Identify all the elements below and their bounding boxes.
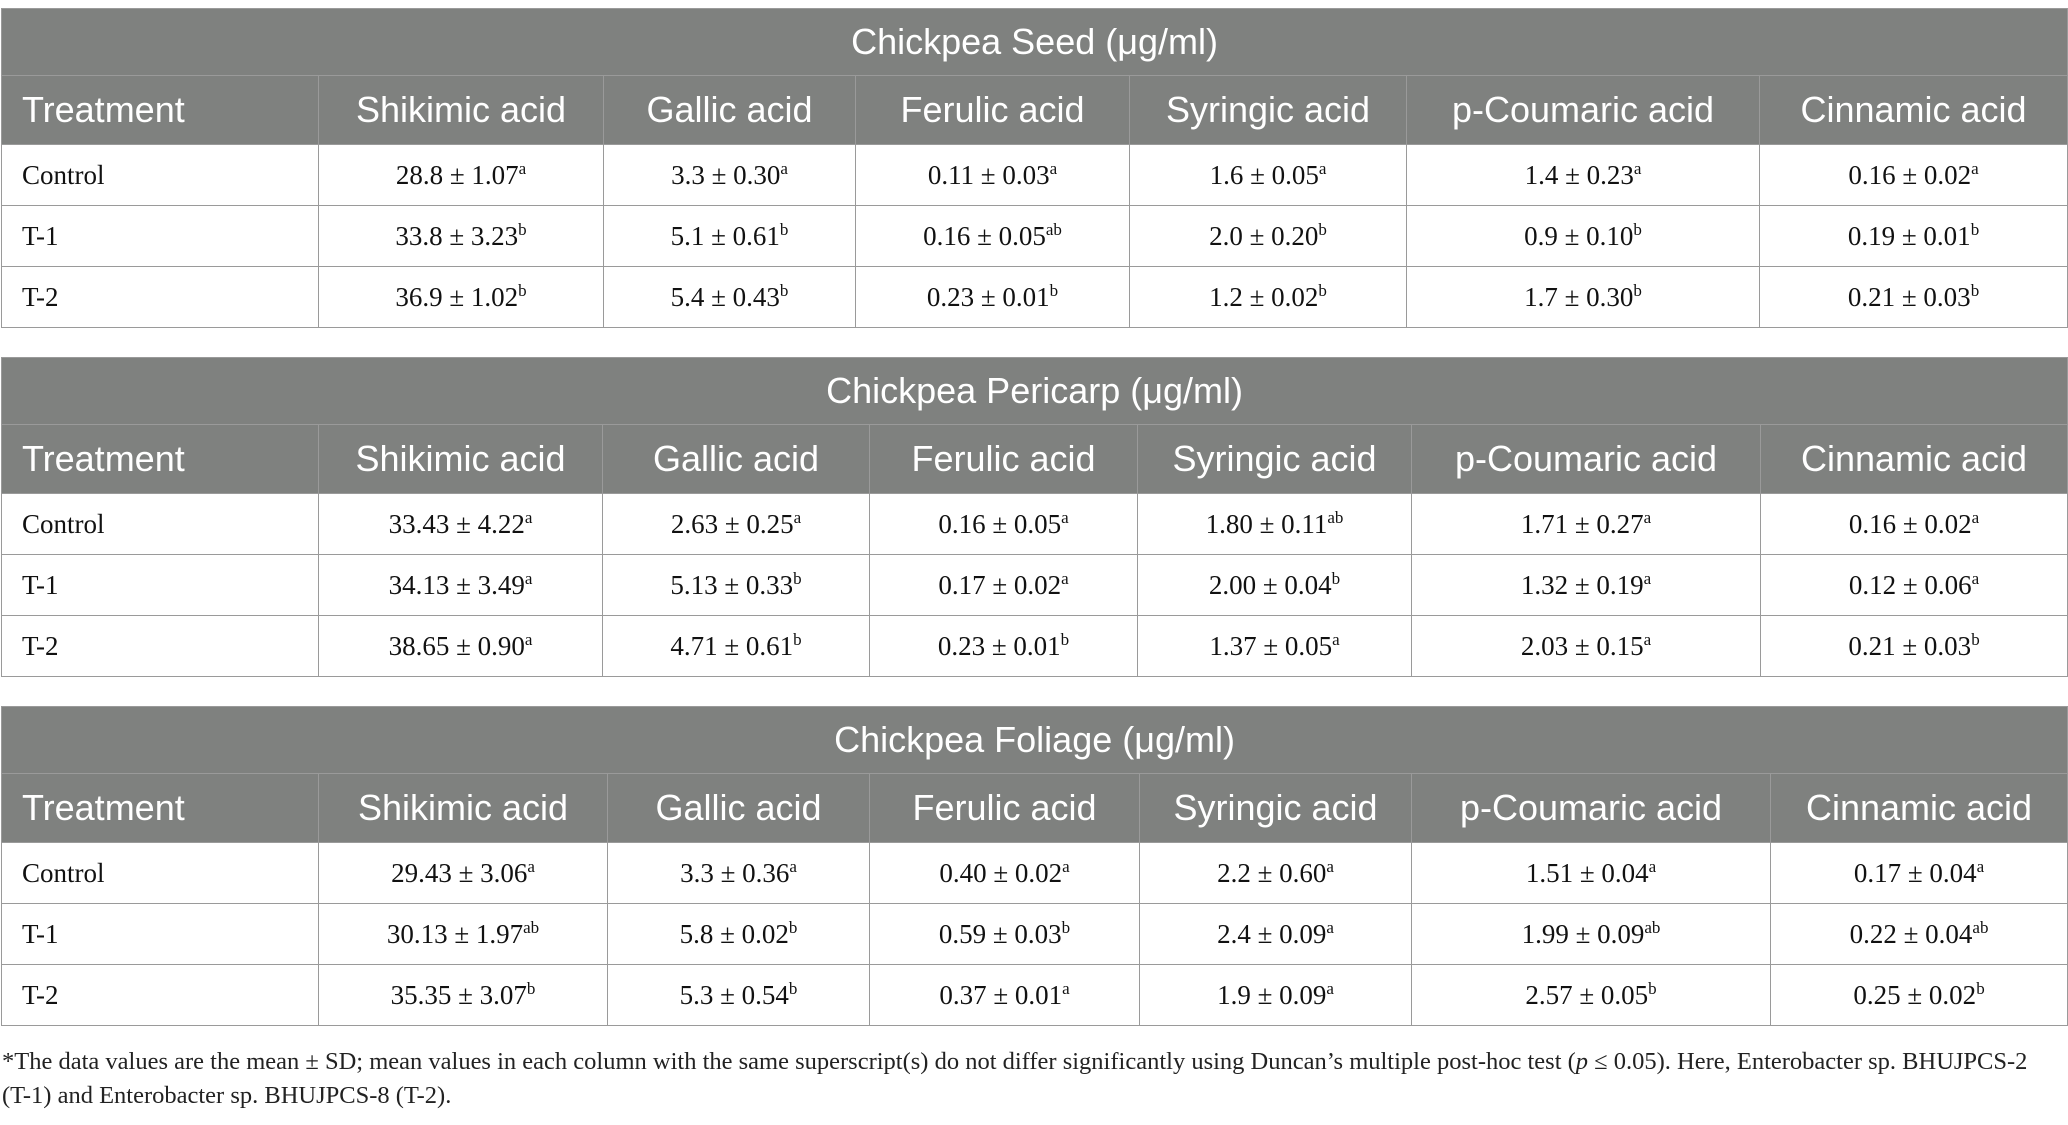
column-header-shikimic-acid: Shikimic acid (319, 425, 603, 494)
cell-cinnamic-acid (1771, 965, 2068, 1026)
cell-value: 0.21 ± 0.03 (1848, 630, 1972, 661)
cell-ferulic-acid (870, 616, 1138, 677)
cell-value: 0.37 ± 0.01 (939, 979, 1063, 1010)
cell-superscript: a (1061, 568, 1069, 588)
cell-value: 1.37 ± 0.05 (1209, 630, 1333, 661)
cell-superscript: b (1648, 978, 1657, 998)
table-row (2, 555, 2068, 616)
cell-shikimic-acid (319, 965, 608, 1026)
cell-superscript: a (1971, 507, 1980, 527)
cell-superscript: ab (1045, 219, 1062, 239)
cell-cinnamic-acid (1761, 616, 2068, 677)
cell-syringic-acid (1138, 555, 1412, 616)
cell-superscript: b (518, 219, 527, 239)
cell-superscript: b (526, 978, 536, 998)
column-header-row (2, 774, 2068, 843)
treatment-cell: T-2 (2, 616, 319, 677)
cell-superscript: b (518, 280, 527, 300)
cell-value: 34.13 ± 3.49 (388, 569, 525, 600)
cell-ferulic-acid (870, 555, 1138, 616)
page (0, 8, 2068, 1055)
column-header-syringic-acid: Syringic acid (1130, 76, 1407, 145)
treatment-cell: Control (2, 843, 319, 904)
cell-shikimic-acid (319, 145, 604, 206)
cell-value: 28.8 ± 1.07 (395, 159, 519, 190)
cell-syringic-acid (1138, 616, 1412, 677)
cell-value: 29.43 ± 3.06 (391, 857, 528, 888)
cell-value: 5.8 ± 0.02 (679, 918, 789, 949)
cell-p-coumaric-acid (1412, 555, 1761, 616)
cell-superscript: b (1633, 280, 1642, 300)
cell-p-coumaric-acid (1407, 267, 1760, 328)
cell-gallic-acid (604, 267, 856, 328)
cell-value: 5.3 ± 0.54 (679, 979, 789, 1010)
cell-superscript: ab (523, 917, 540, 937)
cell-value: 0.16 ± 0.05 (938, 508, 1062, 539)
table-row (2, 145, 2068, 206)
cell-syringic-acid (1140, 965, 1412, 1026)
cell-superscript: ab (1972, 917, 1989, 937)
cell-superscript: a (527, 856, 535, 876)
cell-value: 30.13 ± 1.97 (386, 918, 524, 949)
cell-value: 4.71 ± 0.61 (670, 630, 794, 661)
cell-superscript: a (780, 158, 788, 178)
cell-p-coumaric-acid (1407, 145, 1760, 206)
cell-superscript: a (1971, 568, 1980, 588)
cell-value: 2.00 ± 0.04 (1208, 569, 1332, 600)
column-header-treatment: Treatment (2, 76, 319, 145)
cell-ferulic-acid (870, 965, 1140, 1026)
cell-cinnamic-acid (1760, 206, 2068, 267)
cell-value: 33.8 ± 3.23 (395, 220, 519, 251)
cell-shikimic-acid (319, 494, 603, 555)
cell-value: 0.17 ± 0.04 (1853, 857, 1977, 888)
cell-value: 1.7 ± 0.30 (1524, 281, 1634, 312)
cell-value: 2.63 ± 0.25 (670, 508, 794, 539)
cell-gallic-acid (608, 904, 870, 965)
cell-value: 1.99 ± 0.09 (1521, 918, 1645, 949)
cell-syringic-acid (1130, 267, 1407, 328)
table-title: Chickpea Pericarp (μg/ml) (2, 358, 2068, 425)
table-title: Chickpea Seed (μg/ml) (2, 9, 2068, 76)
cell-superscript: a (524, 507, 533, 527)
table-title: Chickpea Foliage (μg/ml) (2, 707, 2068, 774)
cell-value: 5.13 ± 0.33 (670, 569, 794, 600)
cell-value: 1.32 ± 0.19 (1520, 569, 1644, 600)
cell-superscript: a (1326, 978, 1334, 998)
cell-cinnamic-acid (1761, 494, 2068, 555)
cell-superscript: a (1062, 978, 1070, 998)
cell-superscript: a (524, 629, 533, 649)
cell-superscript: a (524, 568, 533, 588)
cell-superscript: b (1331, 568, 1341, 588)
cell-value: 0.11 ± 0.03 (927, 159, 1050, 190)
cell-value: 3.3 ± 0.36 (680, 857, 790, 888)
cell-ferulic-acid (870, 843, 1140, 904)
cell-superscript: ab (1327, 507, 1344, 527)
cell-value: 1.2 ± 0.02 (1209, 281, 1319, 312)
column-header-treatment: Treatment (2, 774, 319, 843)
cell-cinnamic-acid (1771, 843, 2068, 904)
table-row (2, 904, 2068, 965)
table-chickpea-pericarp (1, 357, 2068, 677)
cell-value: 0.40 ± 0.02 (939, 857, 1063, 888)
cell-superscript: a (1062, 856, 1070, 876)
cell-superscript: a (1061, 507, 1069, 527)
tables-container (0, 8, 2068, 1026)
cell-cinnamic-acid (1761, 555, 2068, 616)
cell-value: 0.9 ± 0.10 (1524, 220, 1634, 251)
cell-value: 2.03 ± 0.15 (1520, 630, 1644, 661)
cell-gallic-acid (603, 555, 870, 616)
cell-p-coumaric-acid (1412, 904, 1771, 965)
cell-shikimic-acid (319, 904, 608, 965)
column-header-cinnamic-acid: Cinnamic acid (1760, 76, 2068, 145)
footnote-text-part2: ≤ 0.05). Here, Enterobacter sp. BHUJPCS-2 (T-1) and Enterobacter sp. BHUJPCS-8 (T-2). (2, 1048, 2028, 1109)
footnote-text-part1: *The data values are the mean ± SD; mean values in each column with the same superscript(s) do not differ significantly using Duncan’s multiple post-hoc test ( (2, 1048, 1576, 1075)
cell-superscript: b (1318, 280, 1327, 300)
cell-value: 0.16 ± 0.05 (923, 220, 1046, 251)
cell-superscript: b (1976, 978, 1985, 998)
treatment-cell: T-2 (2, 965, 319, 1026)
cell-shikimic-acid (319, 206, 604, 267)
cell-value: 0.23 ± 0.01 (926, 281, 1050, 312)
treatment-cell: T-1 (2, 206, 319, 267)
footnote (2, 1045, 2062, 1113)
cell-shikimic-acid (319, 843, 608, 904)
cell-value: 1.9 ± 0.09 (1217, 979, 1327, 1010)
cell-value: 38.65 ± 0.90 (388, 630, 525, 661)
column-header-gallic-acid: Gallic acid (603, 425, 870, 494)
cell-value: 1.80 ± 0.11 (1205, 508, 1328, 539)
treatment-cell: Control (2, 145, 319, 206)
cell-value: 0.16 ± 0.02 (1848, 508, 1972, 539)
table-chickpea-seed (1, 8, 2068, 328)
table-row (2, 267, 2068, 328)
table-row (2, 494, 2068, 555)
cell-value: 1.4 ± 0.23 (1524, 159, 1634, 190)
table-chickpea-foliage (1, 706, 2068, 1026)
cell-syringic-acid (1140, 904, 1412, 965)
column-header-ferulic-acid: Ferulic acid (870, 774, 1140, 843)
column-header-syringic-acid: Syringic acid (1140, 774, 1412, 843)
cell-gallic-acid (603, 494, 870, 555)
cell-shikimic-acid (319, 267, 604, 328)
cell-value: 0.23 ± 0.01 (937, 630, 1061, 661)
cell-superscript: b (1318, 219, 1327, 239)
cell-superscript: b (1061, 917, 1071, 937)
cell-p-coumaric-acid (1407, 206, 1760, 267)
cell-superscript: a (1049, 158, 1058, 178)
treatment-cell: T-1 (2, 904, 319, 965)
cell-value: 36.9 ± 1.02 (395, 281, 519, 312)
cell-p-coumaric-acid (1412, 843, 1771, 904)
cell-superscript: b (1970, 280, 1980, 300)
cell-value: 1.51 ± 0.04 (1525, 857, 1649, 888)
column-header-shikimic-acid: Shikimic acid (319, 76, 604, 145)
cell-superscript: a (793, 507, 802, 527)
treatment-cell: T-2 (2, 267, 319, 328)
cell-superscript: b (788, 917, 798, 937)
cell-syringic-acid (1140, 843, 1412, 904)
column-header-cinnamic-acid: Cinnamic acid (1761, 425, 2068, 494)
cell-superscript: a (1326, 917, 1334, 937)
cell-superscript: b (788, 978, 798, 998)
table-row (2, 843, 2068, 904)
cell-superscript: a (1326, 856, 1334, 876)
cell-gallic-acid (604, 145, 856, 206)
table-row (2, 206, 2068, 267)
cell-value: 0.22 ± 0.04 (1849, 918, 1973, 949)
cell-value: 5.1 ± 0.61 (670, 220, 780, 251)
cell-ferulic-acid (856, 145, 1130, 206)
column-header-syringic-acid: Syringic acid (1138, 425, 1412, 494)
cell-syringic-acid (1130, 145, 1407, 206)
cell-superscript: a (1976, 856, 1985, 876)
column-header-shikimic-acid: Shikimic acid (319, 774, 608, 843)
cell-gallic-acid (608, 843, 870, 904)
treatment-cell: T-1 (2, 555, 319, 616)
cell-value: 0.25 ± 0.02 (1853, 979, 1977, 1010)
cell-superscript: a (1643, 629, 1652, 649)
cell-value: 1.71 ± 0.27 (1520, 508, 1644, 539)
cell-value: 35.35 ± 3.07 (390, 979, 527, 1010)
cell-superscript: a (518, 158, 527, 178)
cell-value: 2.2 ± 0.60 (1217, 857, 1327, 888)
cell-superscript: a (789, 856, 797, 876)
column-header-ferulic-acid: Ferulic acid (856, 76, 1130, 145)
column-header-treatment: Treatment (2, 425, 319, 494)
column-header-gallic-acid: Gallic acid (604, 76, 856, 145)
cell-gallic-acid (604, 206, 856, 267)
cell-superscript: a (1971, 158, 1979, 178)
cell-p-coumaric-acid (1412, 965, 1771, 1026)
column-header-row (2, 425, 2068, 494)
cell-value: 0.12 ± 0.06 (1848, 569, 1972, 600)
cell-value: 2.4 ± 0.09 (1217, 918, 1327, 949)
cell-superscript: a (1633, 158, 1642, 178)
cell-superscript: a (1332, 629, 1340, 649)
cell-superscript: b (1049, 280, 1059, 300)
cell-shikimic-acid (319, 616, 603, 677)
cell-superscript: b (1970, 219, 1980, 239)
cell-value: 0.16 ± 0.02 (1848, 159, 1972, 190)
cell-ferulic-acid (870, 494, 1138, 555)
cell-superscript: a (1643, 568, 1652, 588)
cell-cinnamic-acid (1760, 267, 2068, 328)
cell-p-coumaric-acid (1412, 494, 1761, 555)
cell-superscript: b (1060, 629, 1070, 649)
cell-value: 2.0 ± 0.20 (1209, 220, 1319, 251)
cell-gallic-acid (608, 965, 870, 1026)
treatment-cell: Control (2, 494, 319, 555)
table-row (2, 616, 2068, 677)
footnote-p-symbol: p (1575, 1048, 1589, 1075)
column-header-p-coumaric-acid: p-Coumaric acid (1407, 76, 1760, 145)
cell-superscript: a (1643, 507, 1652, 527)
cell-p-coumaric-acid (1412, 616, 1761, 677)
cell-superscript: b (779, 280, 789, 300)
cell-superscript: ab (1644, 917, 1661, 937)
column-header-p-coumaric-acid: p-Coumaric acid (1412, 425, 1761, 494)
cell-superscript: b (793, 629, 802, 649)
column-header-p-coumaric-acid: p-Coumaric acid (1412, 774, 1771, 843)
cell-superscript: a (1318, 158, 1327, 178)
cell-value: 0.21 ± 0.03 (1847, 281, 1971, 312)
cell-syringic-acid (1130, 206, 1407, 267)
cell-superscript: a (1648, 856, 1657, 876)
cell-syringic-acid (1138, 494, 1412, 555)
column-header-ferulic-acid: Ferulic acid (870, 425, 1138, 494)
cell-value: 5.4 ± 0.43 (670, 281, 780, 312)
cell-ferulic-acid (856, 206, 1130, 267)
cell-value: 1.6 ± 0.05 (1209, 159, 1319, 190)
cell-cinnamic-acid (1760, 145, 2068, 206)
cell-value: 0.19 ± 0.01 (1847, 220, 1971, 251)
column-header-row (2, 76, 2068, 145)
cell-value: 0.17 ± 0.02 (938, 569, 1062, 600)
cell-superscript: b (793, 568, 802, 588)
cell-value: 33.43 ± 4.22 (388, 508, 525, 539)
cell-gallic-acid (603, 616, 870, 677)
cell-superscript: b (779, 219, 789, 239)
cell-cinnamic-acid (1771, 904, 2068, 965)
column-header-cinnamic-acid: Cinnamic acid (1771, 774, 2068, 843)
cell-ferulic-acid (870, 904, 1140, 965)
column-header-gallic-acid: Gallic acid (608, 774, 870, 843)
cell-ferulic-acid (856, 267, 1130, 328)
table-row (2, 965, 2068, 1026)
cell-shikimic-acid (319, 555, 603, 616)
cell-value: 0.59 ± 0.03 (938, 918, 1062, 949)
cell-superscript: b (1971, 629, 1980, 649)
cell-value: 2.57 ± 0.05 (1525, 979, 1649, 1010)
cell-value: 3.3 ± 0.30 (671, 159, 781, 190)
cell-superscript: b (1633, 219, 1642, 239)
